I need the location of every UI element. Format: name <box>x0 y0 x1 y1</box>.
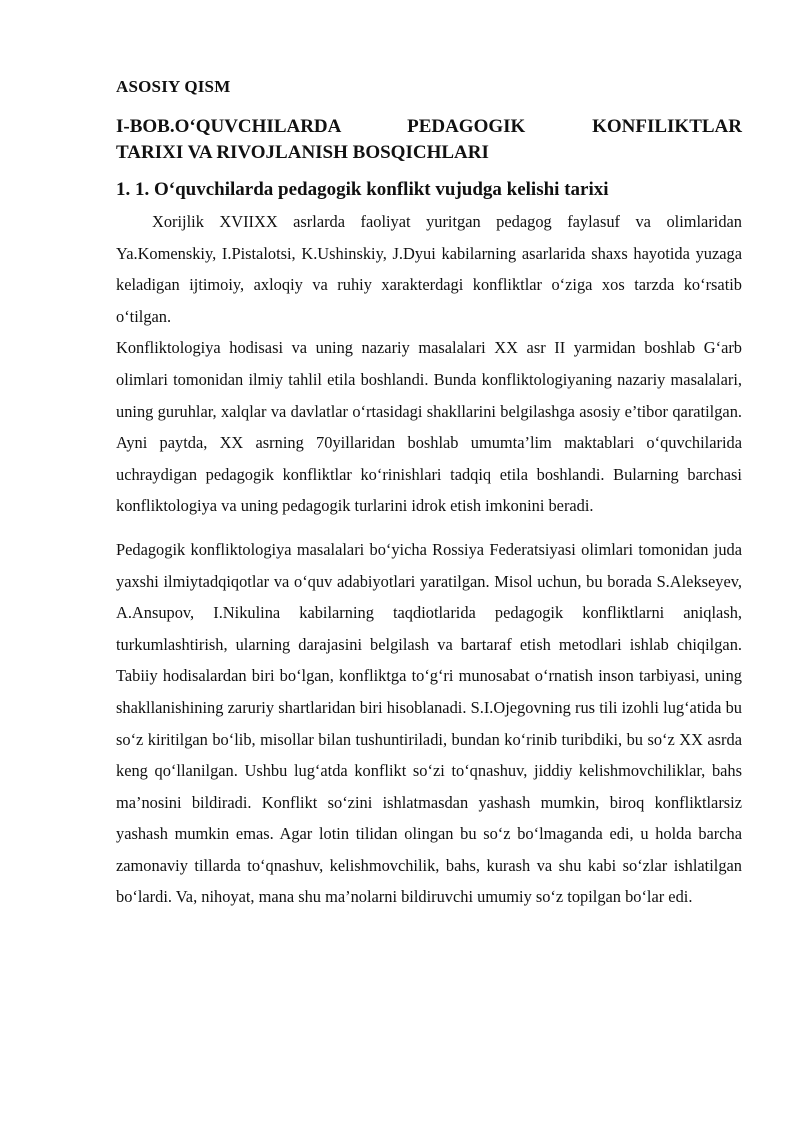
subsection-title: 1. 1. O‘quvchilarda pedagogik konflikt vujudga kelishi tarixi <box>116 179 609 200</box>
document-page <box>116 74 742 913</box>
paragraph-2: Konfliktologiya hodisasi va uning nazariy masalalari XX asr II yarmidan boshlab G‘arb olimlari tomonidan ilmiy tahlil etila boshlandi. Bunda konfliktologiyaning nazariy masalalari, uning guruhlar, xalqlar va davlatlar o‘rtasidagi shakllarini belgilashga asosiy e’tibor qaratilgan. Ayni paytda, XX asrning 70yillaridan boshlab umumta’lim maktablari o‘quvchilarida uchraydigan pedagogik konfliktlar ko‘rinishlari tadqiq etila boshlandi. Bularning barchasi konfliktologiya va uning pedagogik turlarini idrok etish imkonini beradi. <box>116 338 742 516</box>
chapter-title-line-1: I-BOB.O‘QUVCHILARDA PEDAGOGIK KONFILIKTLAR <box>116 116 742 137</box>
chapter-title-line-2: TARIXI VA RIVOJLANISH BOSQICHLARI <box>116 142 489 163</box>
chapter-title <box>116 114 742 166</box>
paragraph-1: Xorijlik XVIIXX asrlarda faoliyat yuritgan pedagog faylasuf va olimlaridan Ya.Komenskiy, I.Pistalotsi, K.Ushinskiy, J.Dyui kabilarning asarlarida shaxs hayotida yuzaga keladigan ijtimoiy, axloqiy va ruhiy xarakterdagi konfliktlar o‘ziga xos tarzda ko‘rsatib o‘tilgan. <box>116 212 742 326</box>
section-label: ASOSIY QISM <box>116 77 231 96</box>
paragraph-3: Pedagogik konfliktologiya masalalari bo‘yicha Rossiya Federatsiyasi olimlari tomonidan juda yaxshi ilmiytadqiqotlar va o‘quv adabiyotlari yaratilgan. Misol uchun, bu borada S.Alekseyev, A.Ansupov, I.Nikulina kabilarning taqdiotlarida pedagogik konfliktlarni aniqlash, turkumlashtirish, ularning darajasini belgilash va bartaraf etish metodlari ishlab chiqilgan. Tabiiy hodisalardan biri bo‘lgan, konfliktga to‘g‘ri munosabat o‘rnatish inson tarbiyasi, uning shakllanishining zaruriy shartlaridan biri hisoblanadi. S.I.Ojegovning rus tili izohli lug‘atida bu so‘z kiritilgan bo‘lib, misollar bilan tushuntiriladi, bundan ko‘rinib turibdiki, bu so‘z XX asrda keng qo‘llanilgan. Ushbu lug‘atda konflikt so‘zi to‘qnashuv, jiddiy kelishmovchiliklar, bahs ma’nosini bildiradi. Konflikt so‘zini ishlatmasdan yashash mumkin, biroq konfliktlarsiz yashash mumkin emas. Agar lotin tilidan olingan bu so‘z bo‘lmaganda edi, u holda barcha zamonaviy tillarda to‘qnashuv, kelishmovchilik, bahs, kurash va shu kabi so‘zlar ishlatilgan bo‘lardi. Va, nihoyat, mana shu ma’nolarni bildiruvchi umumiy so‘z topilgan bo‘lar edi. <box>116 539 742 907</box>
